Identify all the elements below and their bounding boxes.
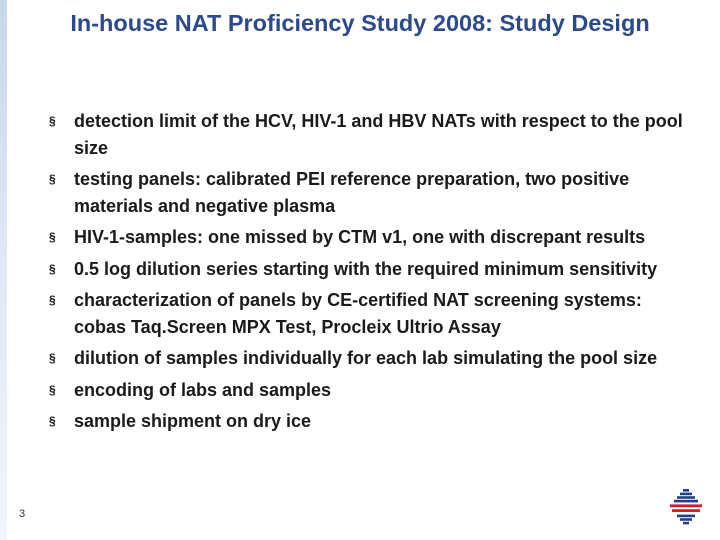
left-decorative-band (0, 0, 7, 540)
bullet-item (48, 287, 688, 340)
bullet-text: testing panels: calibrated PEI reference preparation, two positive materials and negative plasma (74, 169, 630, 216)
bullet-list (48, 108, 688, 440)
bullet-marker: § (49, 172, 56, 186)
bullet-marker: § (49, 382, 56, 397)
bullet-item (48, 377, 688, 404)
bullet-text: detection limit of the HCV, HIV-1 and HBV NATs with respect to the pool size (74, 111, 683, 158)
institute-logo-icon (669, 489, 703, 529)
bullet-item (48, 256, 688, 283)
bullet-text: encoding of labs and samples (74, 379, 332, 400)
bullet-marker: § (49, 261, 56, 276)
bullet-marker: § (49, 414, 56, 428)
bullet-marker: § (49, 293, 56, 307)
bullet-item (48, 108, 688, 161)
bullet-text: dilution of samples individually for each lab simulating the pool size (74, 348, 658, 368)
bullet-item (48, 166, 688, 219)
bullet-marker: § (49, 230, 56, 244)
bullet-text: 0.5 log dilution series starting with the required minimum sensitivity (74, 258, 658, 279)
bullet-item (48, 408, 688, 435)
slide-title: In-house NAT Proficiency Study 2008: Study Design (70, 10, 650, 36)
bullet-item (48, 224, 688, 251)
bullet-text: characterization of panels by CE-certified NAT screening systems: cobas Taq.Screen MPX Test, Procleix Ultrio Assay (74, 290, 642, 337)
bullet-marker: § (49, 351, 56, 365)
bullet-text: HIV-1-samples: one missed by CTM v1, one with discrepant results (74, 227, 646, 247)
bullet-marker: § (49, 114, 56, 128)
page-number: 3 (19, 508, 26, 520)
bullet-text: sample shipment on dry ice (74, 411, 312, 431)
bullet-item (48, 345, 688, 372)
